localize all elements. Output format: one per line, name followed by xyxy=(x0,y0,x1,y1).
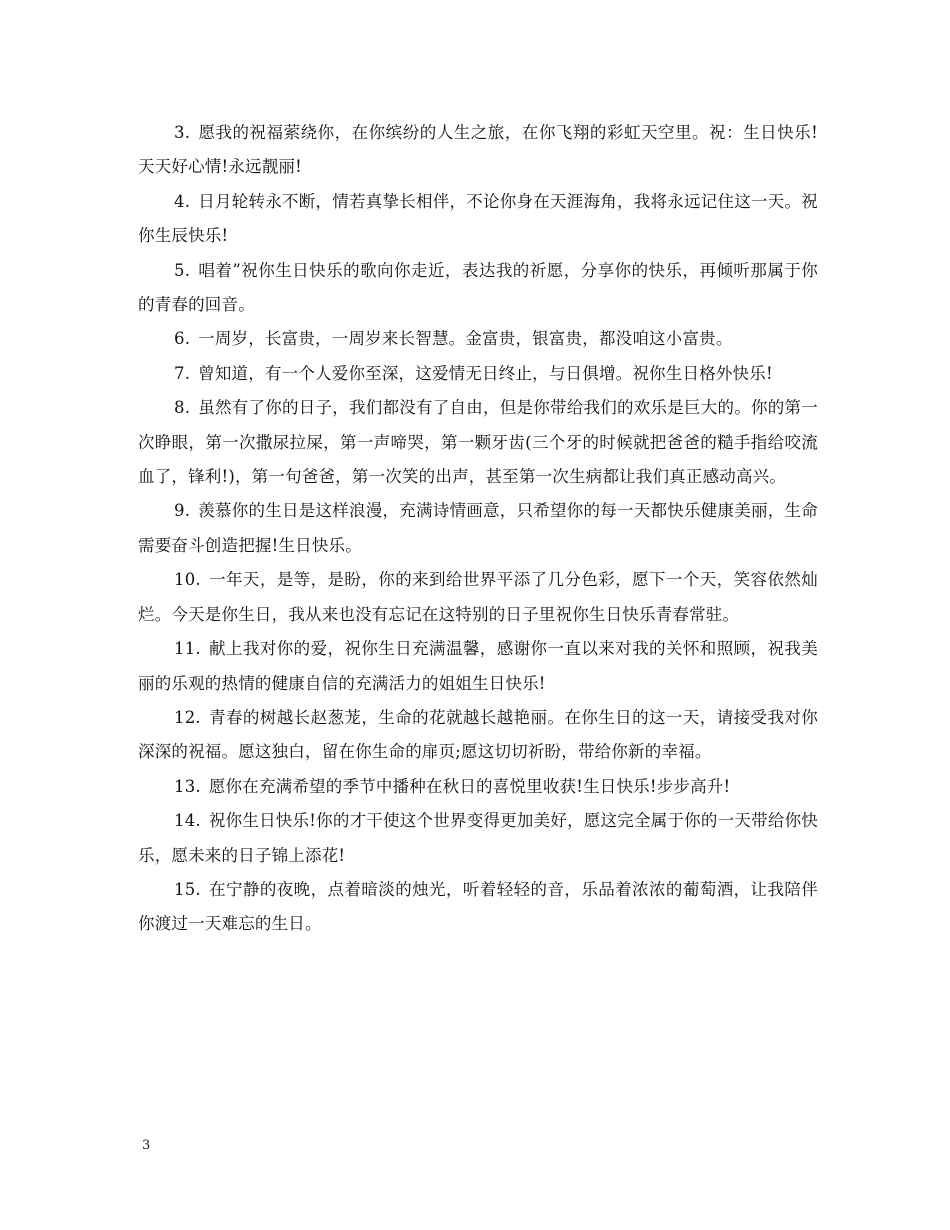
paragraph-text: 愿我的祝福萦绕你，在你缤纷的人生之旅，在你飞翔的彩虹天空里。祝：生日快乐!天天好心情!永远靓丽! xyxy=(138,123,818,177)
paragraph-number: 15. xyxy=(174,879,201,899)
paragraph-text: 一年天，是等，是盼，你的来到给世界平添了几分色彩，愿下一个天，笑容依然灿烂。今天是你生日，我从来也没有忘记在这特别的日子里祝你生日快乐青春常驻。 xyxy=(138,570,818,624)
paragraph-12 xyxy=(138,701,818,770)
paragraph-3 xyxy=(138,116,818,185)
paragraph-text: 羡慕你的生日是这样浪漫，充满诗情画意，只希望你的每一天都快乐健康美丽，生命需要奋斗创造把握!生日快乐。 xyxy=(138,501,818,555)
paragraph-text: 青春的树越长赵葱茏，生命的花就越长越艳丽。在你生日的这一天，请接受我对你深深的祝福。愿这独白，留在你生命的扉页;愿这切切祈盼，带给你新的幸福。 xyxy=(138,707,818,762)
paragraph-number: 14. xyxy=(174,811,201,831)
paragraph-11 xyxy=(138,632,818,701)
paragraph-8 xyxy=(138,391,818,494)
paragraph-number: 11. xyxy=(174,639,201,659)
paragraph-text: 在宁静的夜晚，点着暗淡的烛光，听着轻轻的音，乐品着浓浓的葡萄酒，让我陪伴你渡过一天难忘的生日。 xyxy=(138,879,818,934)
document-body xyxy=(138,116,818,942)
paragraph-text: 献上我对你的爱，祝你生日充满温馨，感谢你一直以来对我的关怀和照顾，祝我美丽的乐观的热情的健康自信的充满活力的姐姐生日快乐! xyxy=(138,639,818,693)
paragraph-5 xyxy=(138,254,818,323)
paragraph-text: 愿你在充满希望的季节中播种在秋日的喜悦里收获!生日快乐!步步高升! xyxy=(208,776,731,796)
paragraph-number: 7. xyxy=(174,363,191,383)
paragraph-text: 祝你生日快乐!你的才干使这个世界变得更加美好，愿这完全属于你的一天带给你快乐，愿未来的日子锦上添花! xyxy=(138,811,818,865)
page-number: 3 xyxy=(142,1138,151,1153)
paragraph-number: 6. xyxy=(174,329,191,349)
paragraph-text: 日月轮转永不断，情若真挚长相伴，不论你身在天涯海角，我将永远记住这一天。祝你生辰快乐! xyxy=(138,191,818,246)
paragraph-6 xyxy=(138,322,818,356)
paragraph-text: 虽然有了你的日子，我们都没有了自由，但是你带给我们的欢乐是巨大的。你的第一次睁眼，第一次撒尿拉屎，第一声啼哭，第一颗牙齿(三个牙的时候就把爸爸的糙手指给咬流血了，锋利!)，第一句爸爸，第一次笑的出声，甚至第一次生病都让我们真正感动高兴。 xyxy=(138,398,818,487)
paragraph-4 xyxy=(138,185,818,254)
paragraph-number: 12. xyxy=(174,707,201,727)
paragraph-9 xyxy=(138,494,818,563)
paragraph-10 xyxy=(138,563,818,632)
paragraph-number: 8. xyxy=(174,398,191,418)
paragraph-7 xyxy=(138,357,818,391)
paragraph-number: 4. xyxy=(174,191,191,211)
paragraph-14 xyxy=(138,804,818,873)
paragraph-number: 10. xyxy=(174,570,201,590)
paragraph-text: 唱着”祝你生日快乐的歌向你走近，表达我的祈愿，分享你的快乐，再倾听那属于你的青春的回音。 xyxy=(138,260,818,315)
paragraph-number: 13. xyxy=(174,776,201,796)
paragraph-text: 曾知道，有一个人爱你至深，这爱情无日终止，与日俱增。祝你生日格外快乐! xyxy=(198,363,773,383)
paragraph-15 xyxy=(138,873,818,942)
paragraph-number: 5. xyxy=(174,260,191,280)
paragraph-13 xyxy=(138,770,818,804)
paragraph-number: 3. xyxy=(174,123,191,142)
paragraph-text: 一周岁，长富贵，一周岁来长智慧。金富贵，银富贵，都没咱这小富贵。 xyxy=(198,329,733,349)
paragraph-number: 9. xyxy=(174,501,191,521)
